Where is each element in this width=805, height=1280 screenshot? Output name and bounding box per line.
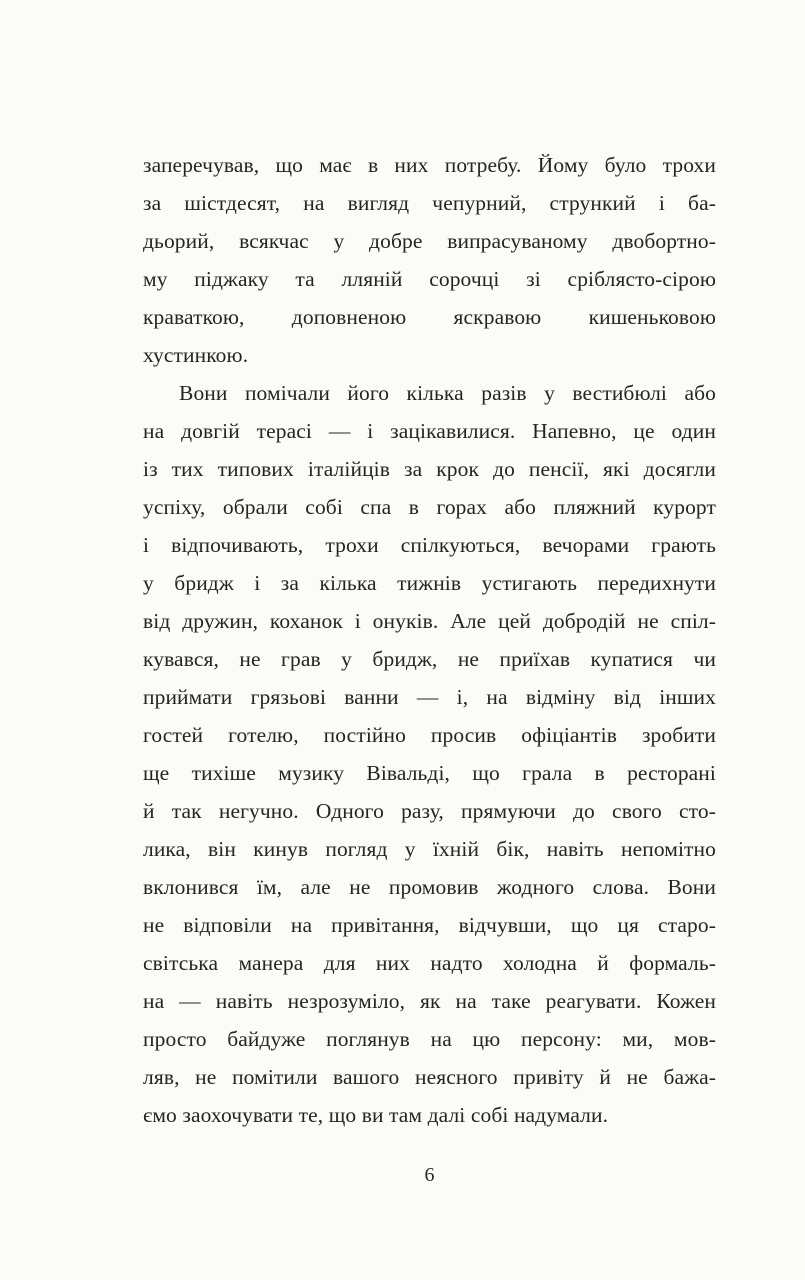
- text-line: лика, він кинув погляд у їхній бік, навіть непомітно: [143, 837, 716, 861]
- text-line: ще тихіше музику Вівальді, що грала в ресторані: [143, 761, 716, 785]
- text-line: гостей готелю, постійно просив офіціантів зробити: [143, 723, 716, 747]
- text-line: не відповіли на привітання, відчувши, що ця старо-: [143, 913, 716, 937]
- text-line: на довгій терасі — і зацікавилися. Напевно, це один: [143, 419, 716, 443]
- text-line: і відпочивають, трохи спілкуються, вечорами грають: [143, 533, 716, 557]
- text-line: приймати грязьові ванни — і, на відміну від інших: [143, 685, 716, 709]
- text-line: на — навіть незрозуміло, як на таке реагувати. Кожен: [143, 989, 716, 1013]
- text-line: світська манера для них надто холодна й формаль-: [143, 951, 716, 975]
- text-line: вклонився їм, але не промовив жодного слова. Вони: [143, 875, 716, 899]
- page-number: 6: [424, 1164, 435, 1186]
- text-line: заперечував, що має в них потребу. Йому було трохи: [143, 153, 716, 177]
- text-line: у бридж і за кілька тижнів устигають передихнути: [143, 571, 716, 595]
- text-line: ляв, не помітили вашого неясного привіту й не бажа-: [143, 1065, 716, 1089]
- text-line: за шістдесят, на вигляд чепурний, стрункий і ба-: [143, 191, 716, 215]
- text-line: хустинкою.: [143, 343, 249, 367]
- text-line: кувався, не грав у бридж, не приїхав купатися чи: [143, 647, 716, 671]
- text-line: Вони помічали його кілька разів у вестибюлі або: [179, 381, 716, 405]
- text-line: від дружин, коханок і онуків. Але цей добродій не спіл-: [143, 609, 716, 633]
- text-line: дьорий, всякчас у добре випрасуваному двобортно-: [143, 229, 716, 253]
- text-line: із тих типових італійців за крок до пенсії, які досягли: [143, 457, 716, 481]
- text-block: [143, 146, 716, 1134]
- text-line: ємо заохочувати те, що ви там далі собі надумали.: [143, 1103, 609, 1127]
- text-line: му піджаку та лляній сорочці зі сріблясто-сірою: [143, 267, 716, 291]
- text-line: просто байдуже поглянув на цю персону: ми, мов-: [143, 1027, 716, 1051]
- text-line: успіху, обрали собі спа в горах або пляжний курорт: [143, 495, 716, 519]
- text-line: й так негучно. Одного разу, прямуючи до свого сто-: [143, 799, 716, 823]
- text-line: краваткою, доповненою яскравою кишеньковою: [143, 305, 716, 329]
